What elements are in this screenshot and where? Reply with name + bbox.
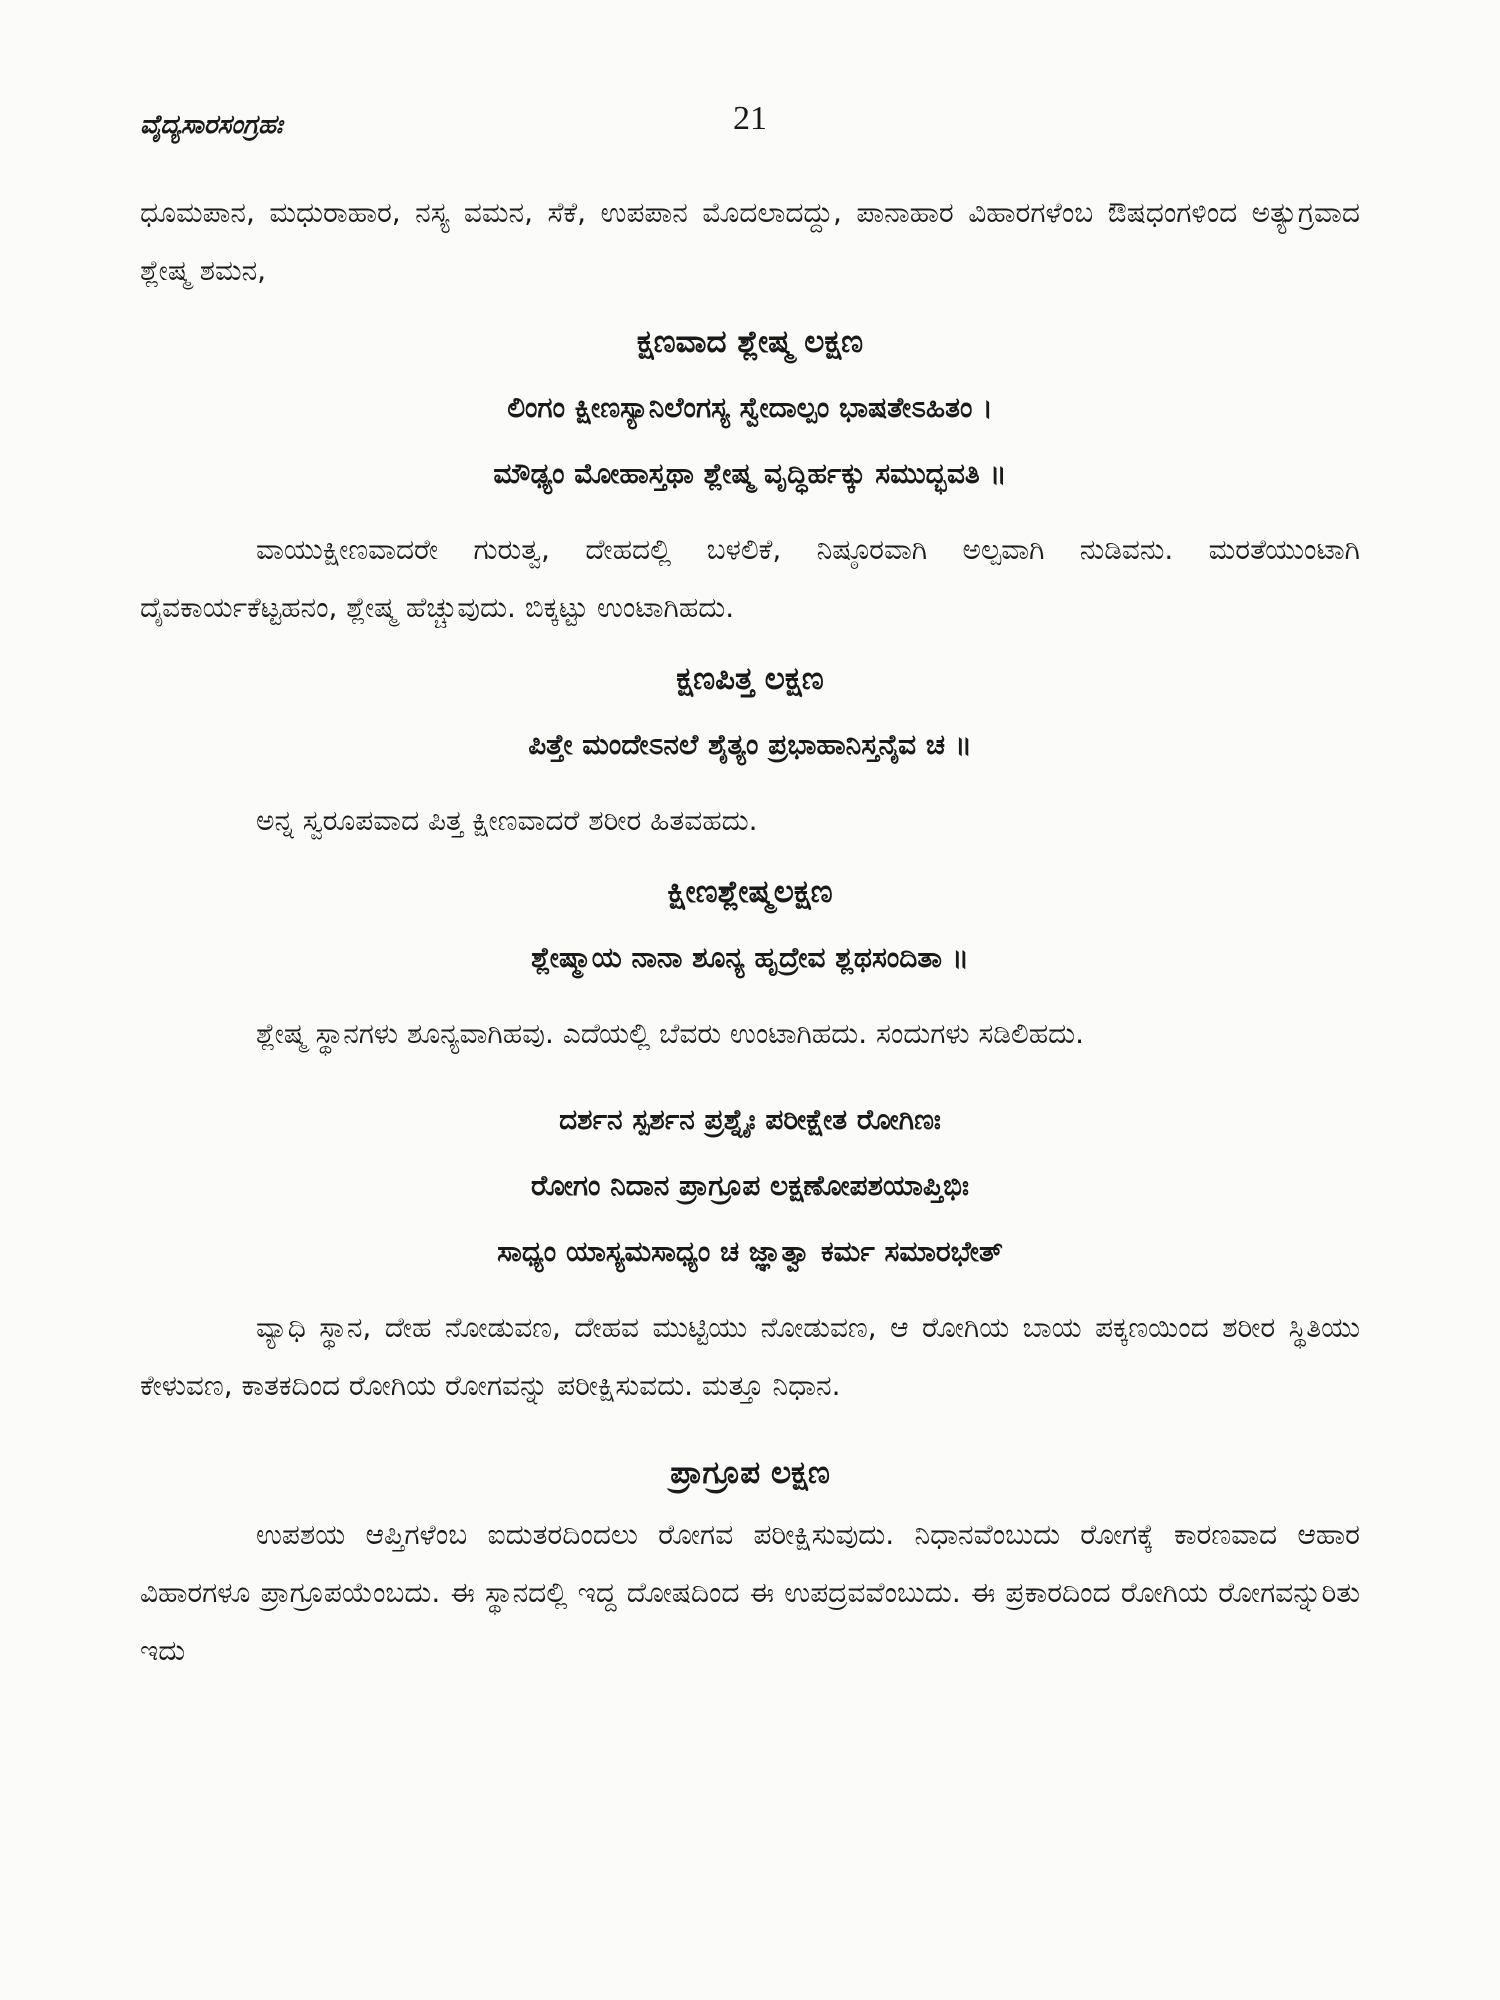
page-number: 21 bbox=[733, 100, 767, 137]
verse-4-line-2: ರೋಗಂ ನಿದಾನ ಪ್ರಾಗ್ರೂಪ ಲಕ್ಷಣೋಪಶಯಾಪ್ತಿಭಿಃ bbox=[531, 1169, 969, 1202]
verse-4-line-1: ದರ್ಶನ ಸ್ಪರ್ಶನ ಪ್ರಶ್ನೈಃ ಪರೀಕ್ಷೇತ ರೋಗಿಣಃ bbox=[559, 1103, 941, 1136]
verse-3: ಶ್ಲೇಷ್ಮಾಯ ನಾನಾ ಶೂನ್ಯ ಹೃದ್ರೇವ ಶ್ಲಥಸಂದಿತಾ ॥ bbox=[531, 941, 969, 974]
heading-kshina-pitta: ಕ್ಷಣಪಿತ್ತ ಲಕ್ಷಣ bbox=[676, 661, 824, 697]
running-title: ವೈದ್ಯಸಾರಸಂಗ್ರಹಃ bbox=[140, 110, 283, 140]
paragraph-6: ಉಪಶಯ ಆಪ್ತಿಗಳೆಂಬ ಐದುತರದಿಂದಲು ರೋಗವ ಪರೀಕ್ಷಿಸುವುದು. ನಿಧಾನವೆಂಬುದು ರೋಗಕ್ಕೆ ಕಾರಣವಾದ ಆಹಾರ ವಿಹಾರಗಳೂ ಪ್ರಾಗ್ರೂಪಯೆಂಬದು. ಈ ಸ್ಥಾನದಲ್ಲಿ ಇದ್ದ ದೋಷದಿಂದ ಈ ಉಪದ್ರವವೆಂಬುದು. ಈ ಪ್ರಕಾರದಿಂದ ರೋಗಿಯ ರೋಗವನ್ನುರಿತು ಇದು bbox=[140, 1518, 1360, 1667]
paragraph-3: ಅನ್ನ ಸ್ವರೂಪವಾದ ಪಿತ್ತ ಕ್ಷೀಣವಾದರೆ ಶರೀರ ಹಿತವಹದು. bbox=[256, 804, 758, 837]
verse-4-line-3: ಸಾಧ್ಯಂ ಯಾಸ್ಯಮಸಾಧ್ಯಂ ಚ ಜ್ಞಾತ್ವಾ ಕರ್ಮ ಸಮಾರಭೇತ್ bbox=[497, 1235, 1003, 1268]
paragraph-1: ಧೂಮಪಾನ, ಮಧುರಾಹಾರ, ನಸ್ಯ ವಮನ, ಸೆಕೆ, ಉಪಪಾನ ಮೊದಲಾದದ್ದು, ಪಾನಾಹಾರ ವಿಹಾರಗಳೆಂಬ ಔಷಧಂಗಳಿಂದ ಅತ್ಯುಗ್ರವಾದ ಶ್ಲೇಷ್ಮ ಶಮನ, bbox=[140, 196, 1360, 287]
verse-2: ಪಿತ್ತೇ ಮಂದೇಽನಲೆ ಶೈತ್ಯಂ ಪ್ರಭಾಹಾನಿಸ್ತನೈವ ಚ ॥ bbox=[528, 728, 972, 761]
paragraph-4: ಶ್ಲೇಷ್ಮ ಸ್ಥಾನಗಳು ಶೂನ್ಯವಾಗಿಹವು. ಎದೆಯಲ್ಲಿ ಬೆವರು ಉಂಟಾಗಿಹದು. ಸಂದುಗಳು ಸಡಿಲಿಹದು. bbox=[256, 1017, 1085, 1050]
verse-1-line-2: ಮೌಢ್ಯಂ ಮೋಹಾಸ್ತಥಾ ಶ್ಲೇಷ್ಮ ವೃದ್ಧಿರ್ಹಕ್ಕು ಸಮುದ್ಭವತಿ ॥ bbox=[493, 457, 1007, 490]
paragraph-2: ವಾಯುಕ್ಷೀಣವಾದರೇ ಗುರುತ್ವ, ದೇಹದಲ್ಲಿ ಬಳಲಿಕೆ, ನಿಷ್ಠೂರವಾಗಿ ಅಲ್ಪವಾಗಿ ನುಡಿವನು. ಮರತೆಯುಂಟಾಗಿ ದೈವಕಾರ್ಯಕೆಟ್ಟಹನಂ, ಶ್ಲೇಷ್ಮ ಹೆಚ್ಚುವುದು. ಬಿಕ್ಕಟ್ಟು ಉಂಟಾಗಿಹದು. bbox=[140, 533, 1360, 624]
paragraph-5: ವ್ಯಾಧಿ ಸ್ಥಾನ, ದೇಹ ನೋಡುವಣ, ದೇಹವ ಮುಟ್ಟಿಯು ನೋಡುವಣ, ಆ ರೋಗಿಯ ಬಾಯ ಪಕ್ಕಣಯಿಂದ ಶರೀರ ಸ್ಥಿತಿಯು ಕೇಳುವಣ, ಕಾತಕದಿಂದ ರೋಗಿಯ ರೋಗವನ್ನು ಪರೀಕ್ಷಿಸುವದು. ಮತ್ತೂ ನಿಧಾನ. bbox=[140, 1311, 1360, 1402]
page-header bbox=[140, 100, 1360, 160]
heading-kshina-shleshma: ಕ್ಷಣವಾದ ಶ್ಲೇಷ್ಮ ಲಕ್ಷಣ bbox=[636, 324, 864, 360]
heading-pragrupa-lakshana: ಪ್ರಾಗ್ರೂಪ ಲಕ್ಷಣ bbox=[670, 1455, 830, 1491]
verse-1-line-1: ಲಿಂಗಂ ಕ್ಷೀಣಸ್ಯಾನಿಲೆಂಗಸ್ಯ ಸ್ವೇದಾಲ್ಪಂ ಭಾಷತೇಽಹಿತಂ । bbox=[507, 391, 993, 424]
heading-kshina-shleshma-lakshana: ಕ್ಷೀಣಶ್ಲೇಷ್ಮಲಕ್ಷಣ bbox=[667, 874, 833, 910]
